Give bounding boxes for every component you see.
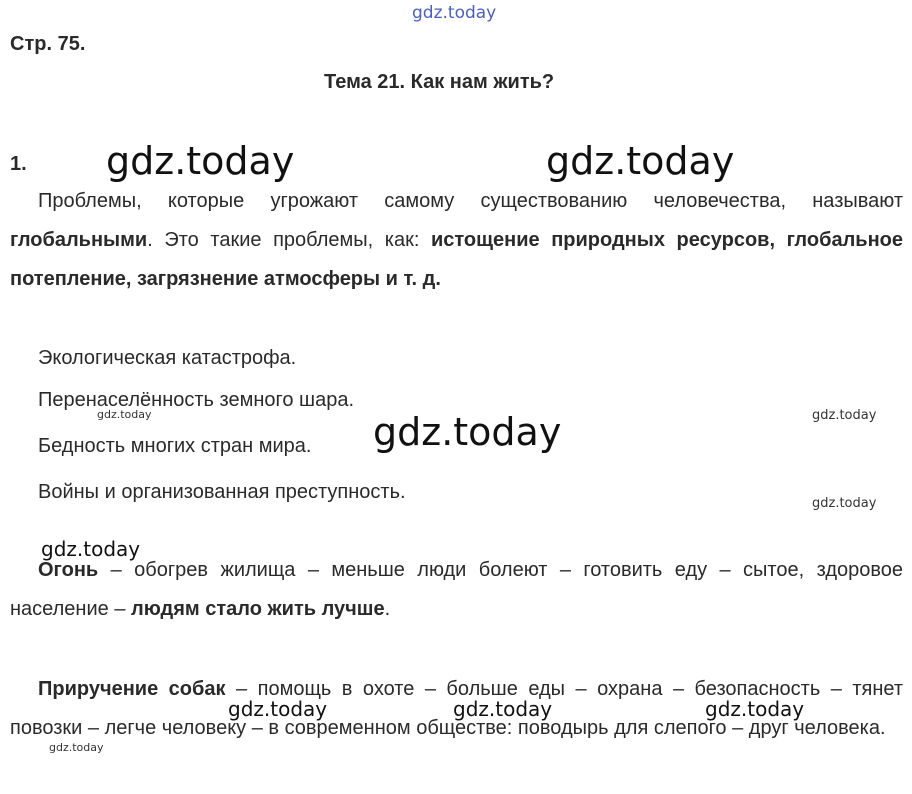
bold-term: людям стало жить лучше [131,598,385,620]
text-segment: – обогрев жилища – меньше люди болеют – готовить еду – сытое, здоровое население – [10,559,903,620]
watermark: gdz.today [373,410,562,454]
text-segment: – помощь в охоте – больше еды – охрана – безопасность – тянет повозки – легче человеку – в современном обществе: поводырь для слепого – друг человека. [10,678,903,739]
watermark: gdz.today [228,697,328,721]
list-item: Перенаселённость земного шара. [38,389,355,411]
fire-paragraph [10,551,903,629]
watermark: gdz.today [49,741,104,754]
text-segment: . Это такие проблемы, как: [147,229,431,251]
list-item: Экологическая катастрофа. [38,347,297,369]
watermark: gdz.today [453,697,553,721]
topic-title: Тема 21. Как нам жить? [324,71,555,93]
watermark: gdz.today [97,408,152,421]
list-item: Войны и организованная преступность. [38,481,406,503]
text-segment: Проблемы, которые угрожают самому существованию человечества, называют [38,190,903,212]
watermark: gdz.today [106,139,295,183]
bold-term: истощение природных ресурсов, глобальное потепление, загрязнение атмосферы и т. д. [10,229,903,290]
global-problems-paragraph [10,182,903,299]
list-item: Бедность многих стран мира. [38,435,312,457]
top-watermark: gdz.today [412,3,497,23]
text-segment: . [384,598,391,620]
bold-term: глобальными [10,229,148,251]
watermark: gdz.today [705,697,805,721]
watermark: gdz.today [546,139,735,183]
task-number: 1. [10,153,27,175]
watermark: gdz.today [812,408,877,423]
watermark: gdz.today [812,496,877,511]
page-number: Стр. 75. [10,33,86,55]
bold-term: Огонь [38,559,99,581]
bold-term: Приручение собак [38,678,226,700]
watermark: gdz.today [41,537,141,561]
